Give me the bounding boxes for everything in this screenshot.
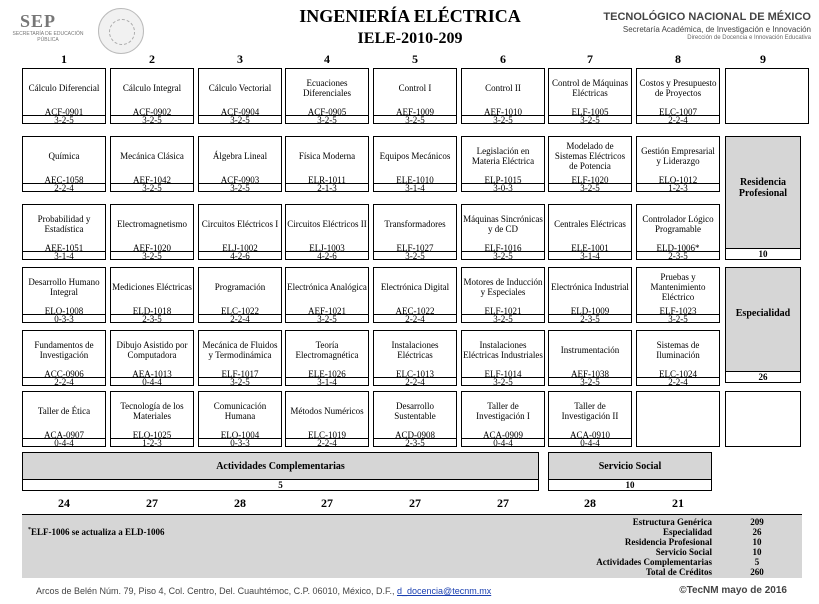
course-card [373, 136, 457, 192]
course-code: ELF-1027 [396, 243, 434, 253]
course-name: Física Moderna [298, 151, 356, 161]
course-code: ELC-1007 [659, 107, 697, 117]
course-credits: 0-3-3 [199, 438, 281, 447]
course-card [636, 68, 720, 124]
summary-row [542, 558, 792, 567]
course-name: Modelado de Sistemas Eléctricos de Potencia [554, 141, 626, 171]
especialidad-block [725, 267, 801, 383]
course-credits: 2-3-5 [111, 314, 193, 323]
course-card [548, 68, 632, 124]
course-name: Mecánica de Fluidos y Termodinámica [202, 340, 278, 360]
course-code: ELO-1008 [44, 306, 84, 316]
summary-label: Total de Créditos [645, 567, 712, 577]
course-code: ACD-0908 [395, 430, 435, 440]
course-card [461, 267, 545, 323]
course-card [22, 68, 106, 124]
course-card [285, 391, 369, 447]
course-code: ELF-1014 [484, 369, 522, 379]
course-code: AEC-1022 [395, 306, 435, 316]
course-credits: 3-2-5 [462, 115, 544, 124]
national-seal-icon [98, 8, 144, 54]
summary-value: 5 [754, 557, 760, 567]
course-credits: 2-1-3 [286, 183, 368, 192]
course-credits: 2-2-4 [637, 377, 719, 386]
course-card [198, 68, 282, 124]
course-name: Álgebra Lineal [212, 151, 268, 161]
course-credits: 0-4-4 [111, 377, 193, 386]
course-code: ELJ-1003 [309, 243, 345, 253]
tecnm-name: TECNOLÓGICO NACIONAL DE MÉXICO [603, 11, 811, 23]
course-card [373, 267, 457, 323]
actividades-block [22, 452, 539, 491]
course-code: ELC-1013 [396, 369, 434, 379]
especialidad-credits: 26 [726, 371, 800, 382]
course-name: Instalaciones Eléctricas [391, 340, 439, 360]
course-card [198, 204, 282, 260]
course-credits: 1-2-3 [111, 438, 193, 447]
residencia-block [725, 136, 801, 260]
course-name: Gestión Empresarial y Liderazgo [641, 146, 715, 166]
course-code: ACF-0903 [220, 175, 260, 185]
course-name: Ecuaciones Diferenciales [303, 78, 351, 98]
course-card [110, 330, 194, 386]
course-card [373, 391, 457, 447]
course-card [198, 330, 282, 386]
course-name: Sistemas de Iluminación [656, 340, 700, 360]
sep-subtitle: SECRETARÍA DE EDUCACIÓN PÚBLICA [12, 31, 84, 43]
course-card [110, 136, 194, 192]
update-note: *ELF-1006 se actualiza a ELD-1006 [28, 527, 165, 537]
course-card [110, 68, 194, 124]
course-card [461, 68, 545, 124]
course-credits: 3-2-5 [549, 183, 631, 192]
email-link[interactable]: d_docencia@tecnm.mx [397, 586, 492, 596]
course-name: Circuitos Eléctricos I [201, 219, 279, 229]
footer-address: Arcos de Belén Núm. 79, Piso 4, Col. Centro, Del. Cuauhtémoc, C.P. 06010, México, D.F., d_docencia@tecnm.mx [36, 586, 492, 596]
semester-total: 28 [234, 496, 246, 510]
course-card [461, 204, 545, 260]
actividades-label: Actividades Complementarias [216, 461, 345, 472]
course-code: ACF-0905 [307, 107, 347, 117]
course-card [285, 68, 369, 124]
course-name: Equipos Mecánicos [379, 151, 451, 161]
credits-summary [22, 514, 802, 578]
course-credits: 3-2-5 [462, 251, 544, 260]
course-credits: 3-2-5 [111, 251, 193, 260]
semester-total: 21 [672, 496, 684, 510]
course-name: Dibujo Asistido por Computadora [116, 340, 188, 360]
course-code: ELP-1015 [484, 175, 522, 185]
course-code: ELR-1011 [308, 175, 346, 185]
course-credits: 3-2-5 [23, 115, 105, 124]
course-name: Instrumentación [560, 345, 620, 355]
course-credits: 3-2-5 [286, 115, 368, 124]
course-name: Programación [214, 282, 266, 292]
empty-slot [725, 391, 801, 447]
course-name: Transformadores [384, 219, 446, 229]
course-name: Electrónica Industrial [551, 282, 629, 292]
course-code: ELE-1026 [308, 369, 346, 379]
sep-logo-text: SEP [20, 11, 57, 31]
course-code: ACA-0909 [483, 430, 523, 440]
residencia-credits: 10 [726, 248, 800, 259]
course-code: ELD-1006* [656, 243, 700, 253]
course-name: Teoría Electromagnética [295, 340, 359, 360]
semester-total: 28 [584, 496, 596, 510]
tecnm-dept: Secretaría Académica, de Investigación e Innovación [622, 25, 811, 34]
course-credits: 2-2-4 [374, 377, 456, 386]
course-code: ELQ-1025 [132, 430, 172, 440]
course-card [548, 136, 632, 192]
course-card [548, 267, 632, 323]
course-card [285, 204, 369, 260]
course-credits: 2-2-4 [637, 115, 719, 124]
course-code: ELO-1004 [220, 430, 260, 440]
semester-total: 27 [409, 496, 421, 510]
servicio-block [548, 452, 712, 491]
course-credits: 3-2-5 [462, 377, 544, 386]
course-code: ELF-1023 [659, 306, 697, 316]
tecnm-subdept: Dirección de Docencia e Innovación Educativa [687, 35, 811, 41]
course-credits: 3-1-4 [286, 377, 368, 386]
course-card [110, 267, 194, 323]
course-card [373, 68, 457, 124]
course-card [461, 136, 545, 192]
course-card [636, 204, 720, 260]
course-name: Motores de Inducción y Especiales [463, 277, 543, 297]
course-name: Comunicación Humana [213, 401, 267, 421]
course-card [461, 391, 545, 447]
course-credits: 3-1-4 [374, 183, 456, 192]
summary-row [542, 568, 792, 577]
course-credits: 2-2-4 [199, 314, 281, 323]
course-card [373, 330, 457, 386]
course-credits: 3-2-5 [286, 314, 368, 323]
summary-value: 260 [750, 567, 764, 577]
course-name: Desarrollo Sustentable [394, 401, 436, 421]
course-card [636, 267, 720, 323]
summary-label: Residencia Profesional [624, 537, 712, 547]
course-name: Costos y Presupuesto de Proyectos [639, 78, 717, 98]
summary-row [542, 538, 792, 547]
summary-label: Servicio Social [655, 547, 712, 557]
course-credits: 4-2-6 [286, 251, 368, 260]
course-name: Taller de Investigación I [476, 401, 530, 421]
actividades-credits: 5 [23, 479, 538, 490]
course-credits: 3-2-5 [549, 377, 631, 386]
course-credits: 3-2-5 [637, 314, 719, 323]
course-name: Taller de Ética [37, 406, 91, 416]
course-name: Tecnología de los Materiales [120, 401, 184, 421]
course-name: Métodos Numéricos [290, 406, 364, 416]
course-credits: 0-4-4 [462, 438, 544, 447]
course-credits: 3-1-4 [549, 251, 631, 260]
course-card [110, 204, 194, 260]
residencia-label: Residencia Profesional [738, 177, 788, 199]
course-code: ACF-0904 [220, 107, 260, 117]
course-name: Fundamentos de Investigación [34, 340, 94, 360]
summary-value: 10 [752, 547, 762, 557]
course-name: Centrales Eléctricas [554, 219, 626, 229]
empty-slot [636, 391, 720, 447]
summary-row [542, 518, 792, 527]
course-card [22, 267, 106, 323]
course-code: ELC-1024 [659, 369, 697, 379]
course-code: ELF-1021 [484, 306, 522, 316]
course-code: AEF-1038 [571, 369, 609, 379]
course-credits: 3-2-5 [462, 314, 544, 323]
course-card [548, 391, 632, 447]
course-code: ELQ-1012 [658, 175, 698, 185]
course-card [22, 136, 106, 192]
course-card [636, 136, 720, 192]
column-number: 4 [324, 52, 330, 66]
course-name: Pruebas y Mantenimiento Eléctrico [650, 272, 706, 302]
column-number: 7 [587, 52, 593, 66]
column-number: 1 [61, 52, 67, 66]
course-card [461, 330, 545, 386]
course-code: ELE-1001 [571, 243, 609, 253]
semester-total: 27 [146, 496, 158, 510]
career-code: IELE-2010-209 [357, 30, 463, 47]
course-card [22, 391, 106, 447]
especialidad-label: Especialidad [735, 308, 791, 319]
summary-value: 209 [750, 517, 764, 527]
course-credits: 2-2-4 [23, 377, 105, 386]
course-name: Control de Máquinas Eléctricas [552, 78, 628, 98]
course-name: Mediciones Eléctricas [112, 282, 192, 292]
course-name: Electrónica Digital [380, 282, 450, 292]
course-credits: 2-3-5 [374, 438, 456, 447]
course-code: AEF-1021 [308, 306, 346, 316]
column-number: 6 [500, 52, 506, 66]
summary-row [542, 548, 792, 557]
course-code: AEF-1020 [133, 243, 171, 253]
course-code: AEF-1010 [484, 107, 522, 117]
course-credits: 3-2-5 [199, 183, 281, 192]
course-code: ELF-1017 [221, 369, 259, 379]
course-card [198, 391, 282, 447]
course-credits: 0-4-4 [23, 438, 105, 447]
summary-value: 10 [752, 537, 762, 547]
semester-total: 24 [58, 496, 70, 510]
summary-value: 26 [752, 527, 762, 537]
course-credits: 3-2-5 [374, 115, 456, 124]
course-code: ACA-0907 [44, 430, 84, 440]
course-credits: 3-2-5 [374, 251, 456, 260]
course-name: Electrónica Analógica [287, 282, 367, 292]
career-title: INGENIERÍA ELÉCTRICA [299, 6, 521, 26]
course-name: Control II [485, 83, 521, 93]
summary-label: Especialidad [662, 527, 712, 537]
course-card [285, 267, 369, 323]
course-credits: 2-2-4 [374, 314, 456, 323]
course-code: ELC-1019 [308, 430, 346, 440]
column-number: 2 [149, 52, 155, 66]
course-credits: 3-2-5 [111, 183, 193, 192]
course-code: ACC-0906 [44, 369, 84, 379]
course-credits: 2-3-5 [549, 314, 631, 323]
column-number: 8 [675, 52, 681, 66]
course-credits: 2-3-5 [637, 251, 719, 260]
course-code: ELF-1005 [571, 107, 609, 117]
course-name: Máquinas Sincrónicas y de CD [463, 214, 543, 234]
course-name: Cálculo Diferencial [28, 83, 100, 93]
course-name: Control I [398, 83, 432, 93]
course-name: Desarrollo Humano Integral [28, 277, 100, 297]
course-card [22, 204, 106, 260]
course-code: AEE-1051 [44, 243, 84, 253]
summary-label: Actividades Complementarias [596, 557, 712, 567]
course-credits: 3-1-4 [23, 251, 105, 260]
course-code: ACA-0910 [570, 430, 610, 440]
course-name: Electromagnetismo [117, 219, 187, 229]
course-code: ACF-0902 [132, 107, 172, 117]
course-card [285, 330, 369, 386]
course-credits: 0-3-3 [23, 314, 105, 323]
course-credits: 1-2-3 [637, 183, 719, 192]
column-number: 9 [760, 52, 766, 66]
course-credits: 3-2-5 [111, 115, 193, 124]
course-name: Cálculo Vectorial [208, 83, 272, 93]
course-credits: 3-2-5 [199, 377, 281, 386]
course-card [110, 391, 194, 447]
course-name: Taller de Investigación II [561, 401, 619, 421]
course-credits: 3-0-3 [462, 183, 544, 192]
course-name: Instalaciones Eléctricas Industriales [463, 340, 543, 360]
column-number: 3 [237, 52, 243, 66]
course-card [22, 330, 106, 386]
course-code: AEF-1042 [133, 175, 171, 185]
course-code: ELF-1016 [484, 243, 522, 253]
course-card [198, 136, 282, 192]
course-code: ELF-1020 [571, 175, 609, 185]
course-credits: 3-2-5 [199, 115, 281, 124]
course-card [373, 204, 457, 260]
summary-row [542, 528, 792, 537]
course-name: Probabilidad y Estadística [37, 214, 91, 234]
column-number: 5 [412, 52, 418, 66]
course-name: Química [48, 151, 80, 161]
course-code: ELC-1022 [221, 306, 259, 316]
course-credits: 4-2-6 [199, 251, 281, 260]
course-code: AEF-1009 [396, 107, 434, 117]
course-name: Cálculo Integral [122, 83, 182, 93]
footer-copyright: ©TecNM mayo de 2016 [679, 585, 787, 596]
empty-slot [725, 68, 809, 124]
course-credits: 0-4-4 [549, 438, 631, 447]
course-name: Mecánica Clásica [120, 151, 184, 161]
course-credits: 2-2-4 [23, 183, 105, 192]
course-card [636, 330, 720, 386]
semester-total: 27 [321, 496, 333, 510]
course-code: AEC-1058 [44, 175, 84, 185]
course-credits: 2-2-4 [286, 438, 368, 447]
course-name: Legislación en Materia Eléctrica [471, 146, 535, 166]
course-name: Circuitos Eléctricos II [287, 219, 367, 229]
servicio-credits: 10 [549, 479, 711, 490]
course-card [198, 267, 282, 323]
course-code: ELD-1018 [132, 306, 172, 316]
course-card [285, 136, 369, 192]
course-code: ELE-1010 [396, 175, 434, 185]
semester-total: 27 [497, 496, 509, 510]
course-code: ACF-0901 [44, 107, 84, 117]
servicio-label: Servicio Social [598, 461, 662, 472]
course-card [548, 204, 632, 260]
course-code: ELJ-1002 [222, 243, 258, 253]
course-code: AEA-1013 [132, 369, 172, 379]
course-name: Controlador Lógico Programable [642, 214, 714, 234]
course-credits: 3-2-5 [549, 115, 631, 124]
course-code: ELD-1009 [570, 306, 610, 316]
course-card [548, 330, 632, 386]
summary-label: Estructura Genérica [632, 517, 712, 527]
